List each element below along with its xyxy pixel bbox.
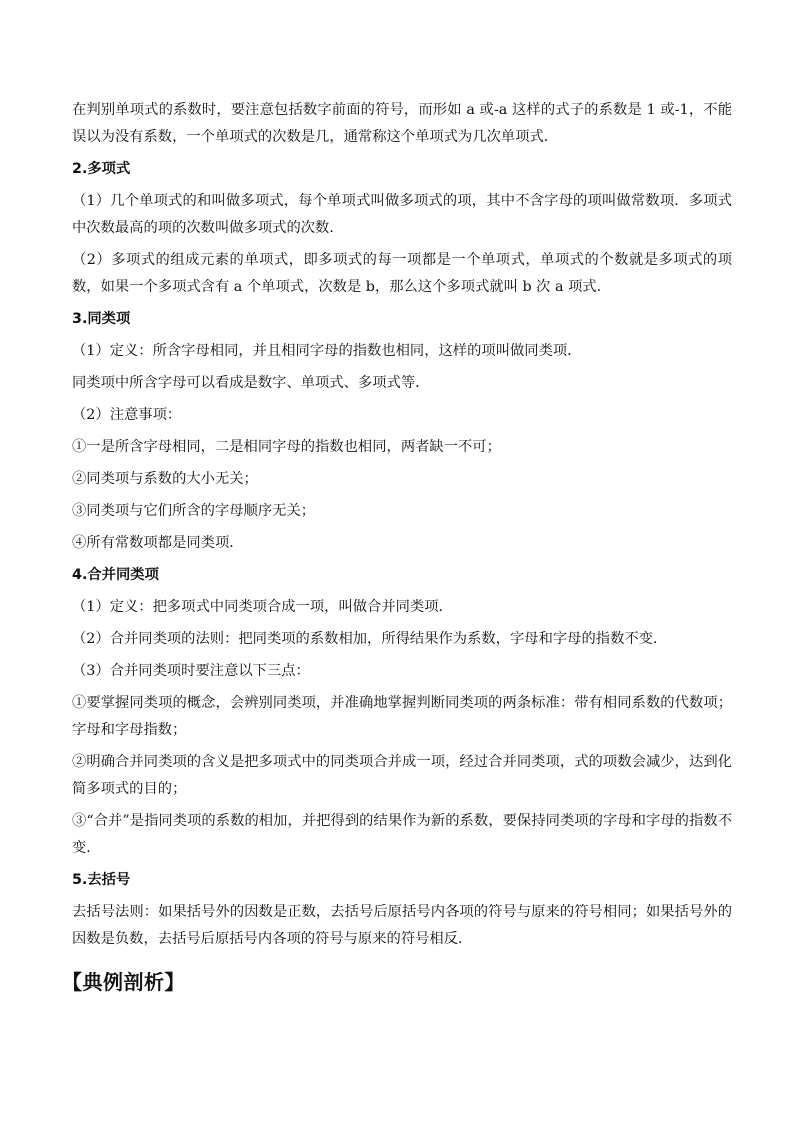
section-3-paragraph-5: ②同类项与系数的大小无关； xyxy=(72,471,258,487)
section-4-paragraph-2: （2）合并同类项的法则：把同类项的系数相加，所得结果作为系数，字母和字母的指数不变． xyxy=(72,631,668,647)
document-page xyxy=(62,97,732,997)
section-2-heading: 2.多项式 xyxy=(72,161,131,177)
section-3-paragraph-6: ③同类项与它们所含的字母顺序无关； xyxy=(72,503,316,519)
section-3-paragraph-4: ①一是所含字母相同，二是相同字母的指数也相同，两者缺一不可； xyxy=(72,439,501,455)
section-5-paragraph-1: 去括号法则：如果括号外的因数是正数，去括号后原括号内各项的符号与原来的符号相同；如果括号外的因数是负数，去括号后原括号内各项的符号与原来的符号相反． xyxy=(72,904,732,947)
section-2-paragraph-1: （1）几个单项式的和叫做多项式，每个单项式叫做多项式的项，其中不含字母的项叫做常数项．多项式中次数最高的项的次数叫做多项式的次数． xyxy=(72,193,732,236)
section-3-paragraph-3: （2）注意事项： xyxy=(72,407,182,423)
section-4-paragraph-4: ①要掌握同类项的概念，会辨别同类项，并准确地掌握判断同类项的两条标准：带有相同系数的代数项；字母和字母指数； xyxy=(72,695,732,738)
section-4-paragraph-5: ②明确合并同类项的含义是把多项式中的同类项合并成一项，经过合并同类项，式的项数会减少，达到化简多项式的目的； xyxy=(72,754,732,797)
section-3-paragraph-1: （1）定义：所含字母相同，并且相同字母的指数也相同，这样的项叫做同类项． xyxy=(72,343,582,359)
example-analysis-heading: 【典例剖析】 xyxy=(62,970,185,994)
section-3-paragraph-7: ④所有常数项都是同类项． xyxy=(72,535,244,551)
section-4-paragraph-3: （3）合并同类项时要注意以下三点： xyxy=(72,663,310,679)
section-3-paragraph-2: 同类项中所含字母可以看成是数字、单项式、多项式等． xyxy=(72,375,430,391)
section-4-paragraph-1: （1）定义：把多项式中同类项合成一项，叫做合并同类项． xyxy=(72,599,453,615)
intro-paragraph: 在判别单项式的系数时，要注意包括数字前面的符号，而形如 a 或-a 这样的式子的系数是 1 或-1，不能误以为没有系数，一个单项式的次数是几，通常称这个单项式为几次单项式． xyxy=(72,102,732,145)
section-2-paragraph-2: （2）多项式的组成元素的单项式，即多项式的每一项都是一个单项式，单项式的个数就是多项式的项数，如果一个多项式含有 a 个单项式，次数是 b，那么这个多项式就叫 b 次 a 项式． xyxy=(72,252,732,295)
section-4-heading: 4.合并同类项 xyxy=(72,567,159,583)
section-3-heading: 3.同类项 xyxy=(72,311,131,327)
section-5-heading: 5.去括号 xyxy=(72,872,131,888)
section-4-paragraph-6: ③“合并”是指同类项的系数的相加，并把得到的结果作为新的系数，要保持同类项的字母和字母的指数不变． xyxy=(72,813,732,856)
